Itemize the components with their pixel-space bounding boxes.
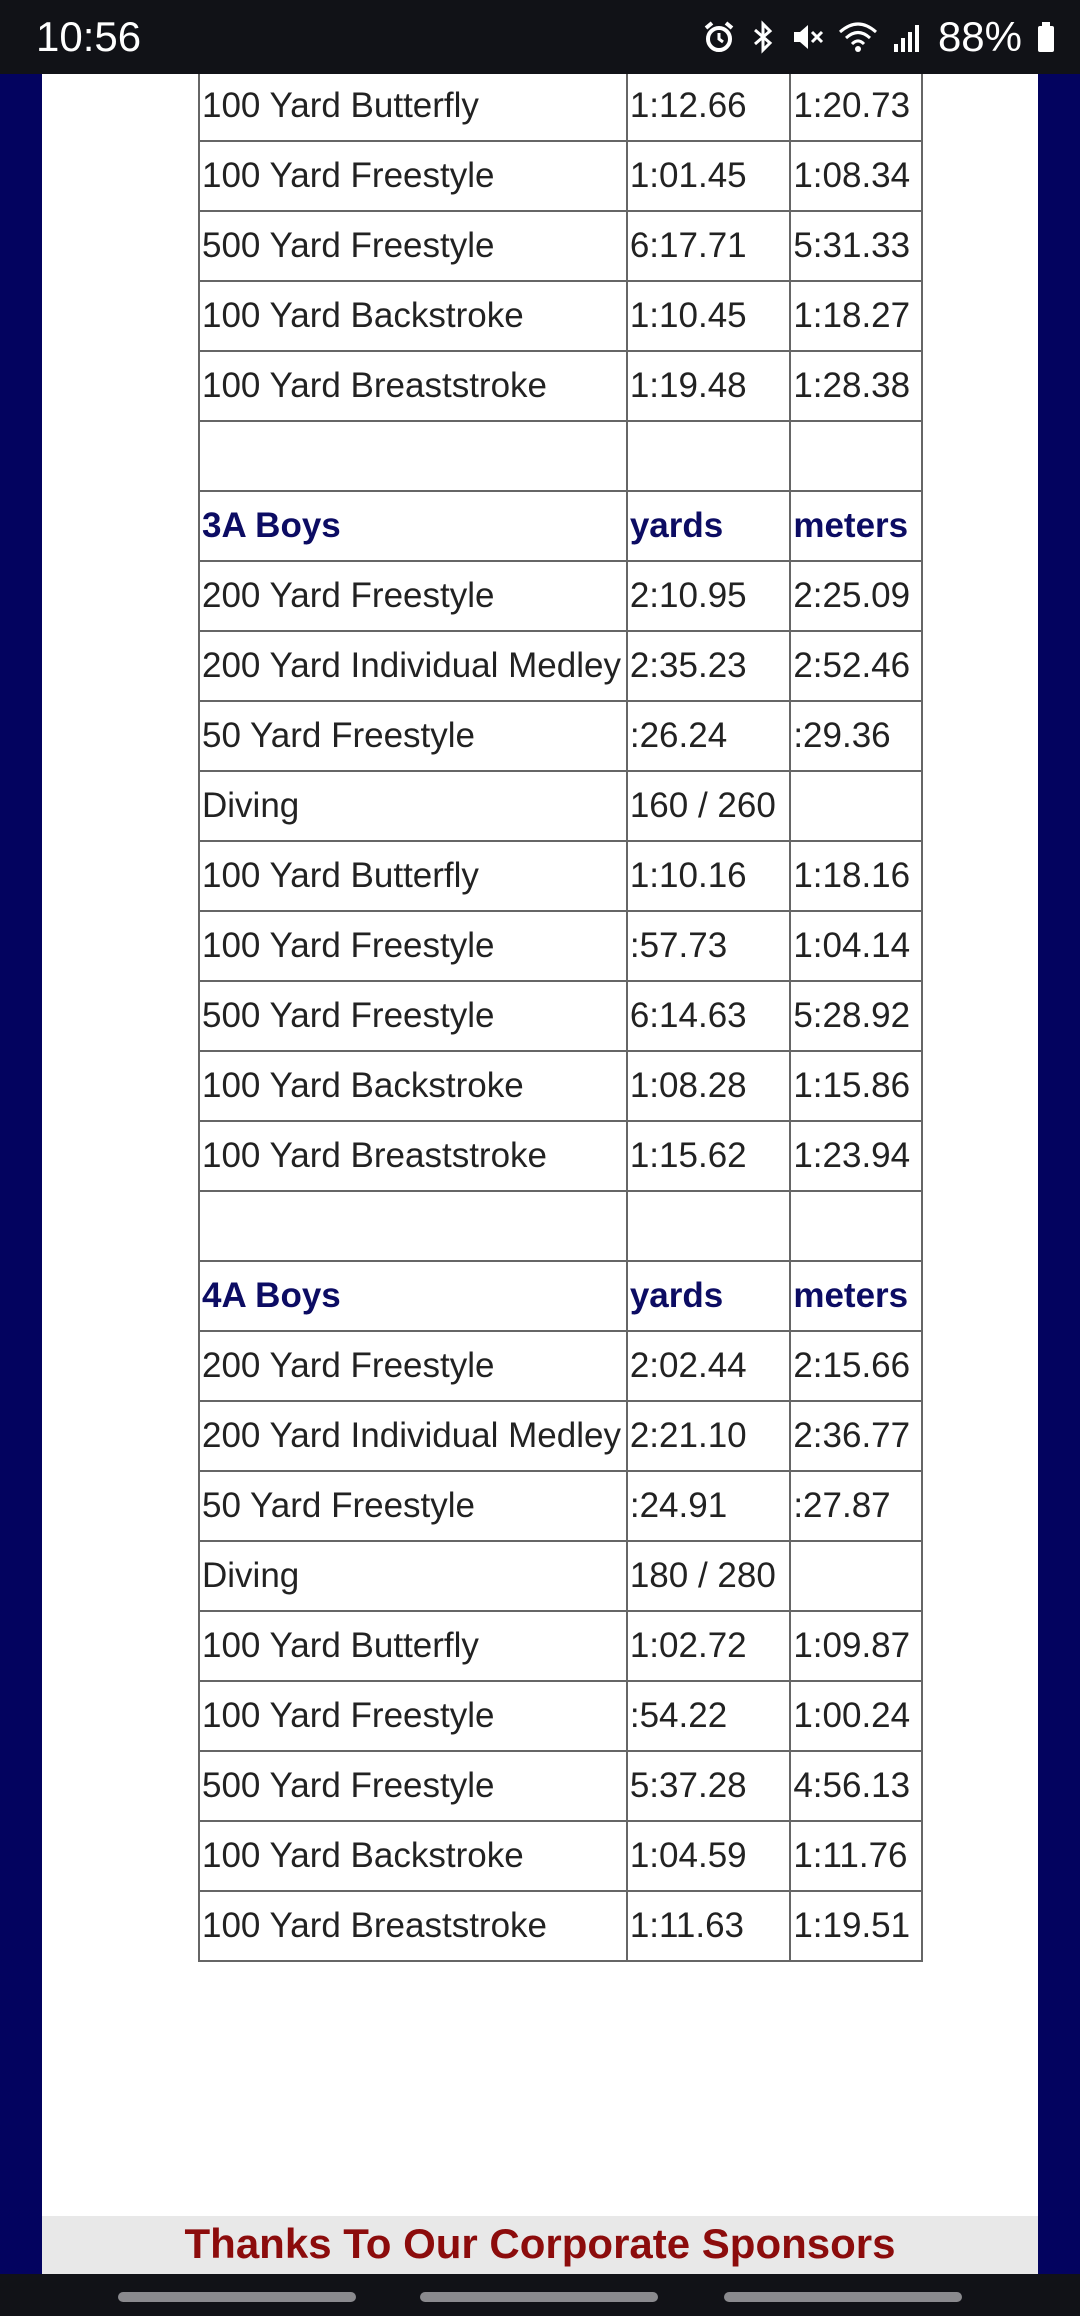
meters-time: 2:15.66: [790, 1331, 922, 1401]
table-row: [199, 561, 922, 631]
event-name: 100 Yard Breaststroke: [199, 351, 627, 421]
table-row: [199, 141, 922, 211]
table-row: [199, 1471, 922, 1541]
table-row: [199, 1541, 922, 1611]
event-name: Diving: [199, 1541, 627, 1611]
spacer-cell: [199, 1191, 627, 1261]
meters-header: meters: [790, 1261, 922, 1331]
yards-time: 1:08.28: [627, 1051, 790, 1121]
yards-time: 5:37.28: [627, 1751, 790, 1821]
event-name: 500 Yard Freestyle: [199, 981, 627, 1051]
event-name: 500 Yard Freestyle: [199, 1751, 627, 1821]
event-name: Diving: [199, 771, 627, 841]
table-row: [199, 1051, 922, 1121]
status-icons: [702, 13, 1056, 61]
meters-time: 1:18.27: [790, 281, 922, 351]
wifi-icon: [838, 20, 878, 54]
table-row: [199, 631, 922, 701]
event-name: 200 Yard Freestyle: [199, 561, 627, 631]
table-row: [199, 841, 922, 911]
spacer-cell: [199, 421, 627, 491]
table-row: [199, 1751, 922, 1821]
meters-time: 1:04.14: [790, 911, 922, 981]
yards-time: 2:21.10: [627, 1401, 790, 1471]
table-row: [199, 351, 922, 421]
yards-time: 1:11.63: [627, 1891, 790, 1961]
meters-time: 1:09.87: [790, 1611, 922, 1681]
meters-time: [790, 1541, 922, 1611]
table-row: [199, 281, 922, 351]
spacer-row: [199, 1191, 922, 1261]
table-row: [199, 1821, 922, 1891]
meters-time: [790, 771, 922, 841]
yards-time: 180 / 280: [627, 1541, 790, 1611]
meters-time: 5:31.33: [790, 211, 922, 281]
qualifying-times-table: [198, 74, 923, 1962]
table-row: [199, 911, 922, 981]
table-row: [199, 981, 922, 1051]
event-name: 100 Yard Backstroke: [199, 1051, 627, 1121]
spacer-cell: [790, 421, 922, 491]
yards-time: 6:17.71: [627, 211, 790, 281]
yards-time: 160 / 260: [627, 771, 790, 841]
yards-time: :26.24: [627, 701, 790, 771]
section-header-row: [199, 1261, 922, 1331]
meters-time: 1:00.24: [790, 1681, 922, 1751]
table-row: [199, 1401, 922, 1471]
sponsor-title: Thanks To Our Corporate Sponsors: [184, 2220, 896, 2267]
event-name: 100 Yard Butterfly: [199, 841, 627, 911]
section-title: 3A Boys: [199, 491, 627, 561]
yards-time: 1:12.66: [627, 74, 790, 141]
table-row: [199, 211, 922, 281]
yards-time: 6:14.63: [627, 981, 790, 1051]
table-row: [199, 771, 922, 841]
battery-level: 88%: [937, 13, 1022, 60]
yards-time: 1:10.16: [627, 841, 790, 911]
table-row: [199, 1681, 922, 1751]
spacer-row: [199, 421, 922, 491]
battery-icon: [1036, 20, 1056, 54]
meters-time: 1:11.76: [790, 1821, 922, 1891]
meters-time: 2:52.46: [790, 631, 922, 701]
section-header-row: [199, 491, 922, 561]
meters-time: 1:18.16: [790, 841, 922, 911]
table-body: [199, 74, 922, 1961]
event-name: 100 Yard Freestyle: [199, 911, 627, 981]
nav-home-button[interactable]: [420, 2292, 658, 2302]
yards-time: 1:01.45: [627, 141, 790, 211]
section-title: 4A Boys: [199, 1261, 627, 1331]
yards-time: :24.91: [627, 1471, 790, 1541]
event-name: 100 Yard Breaststroke: [199, 1121, 627, 1191]
sponsor-banner: [42, 2216, 1038, 2274]
yards-time: 1:04.59: [627, 1821, 790, 1891]
event-name: 200 Yard Freestyle: [199, 1331, 627, 1401]
meters-time: 2:36.77: [790, 1401, 922, 1471]
spacer-cell: [627, 421, 790, 491]
table-row: [199, 74, 922, 141]
meters-time: 1:15.86: [790, 1051, 922, 1121]
table-row: [199, 1611, 922, 1681]
table-row: [199, 1331, 922, 1401]
event-name: 100 Yard Butterfly: [199, 1611, 627, 1681]
event-name: 100 Yard Freestyle: [199, 141, 627, 211]
meters-header: meters: [790, 491, 922, 561]
event-name: 100 Yard Breaststroke: [199, 1891, 627, 1961]
meters-time: 1:23.94: [790, 1121, 922, 1191]
bluetooth-icon: [750, 20, 776, 54]
event-name: 100 Yard Butterfly: [199, 74, 627, 141]
meters-time: 2:25.09: [790, 561, 922, 631]
meters-time: 1:19.51: [790, 1891, 922, 1961]
status-bar: [0, 0, 1080, 74]
spacer-cell: [790, 1191, 922, 1261]
table-row: [199, 701, 922, 771]
spacer-cell: [627, 1191, 790, 1261]
event-name: 100 Yard Backstroke: [199, 281, 627, 351]
nav-back-button[interactable]: [724, 2292, 962, 2302]
nav-recent-apps-button[interactable]: [118, 2292, 356, 2302]
yards-time: 1:15.62: [627, 1121, 790, 1191]
yards-time: 1:02.72: [627, 1611, 790, 1681]
yards-time: 1:10.45: [627, 281, 790, 351]
meters-time: 1:20.73: [790, 74, 922, 141]
meters-time: :29.36: [790, 701, 922, 771]
event-name: 100 Yard Freestyle: [199, 1681, 627, 1751]
table-row: [199, 1891, 922, 1961]
event-name: 200 Yard Individual Medley: [199, 631, 627, 701]
yards-time: :57.73: [627, 911, 790, 981]
alarm-icon: [702, 20, 736, 54]
yards-time: 1:19.48: [627, 351, 790, 421]
status-time: 10:56: [36, 13, 142, 60]
event-name: 50 Yard Freestyle: [199, 701, 627, 771]
mute-icon: [790, 20, 824, 54]
yards-time: :54.22: [627, 1681, 790, 1751]
event-name: 100 Yard Backstroke: [199, 1821, 627, 1891]
yards-header: yards: [627, 491, 790, 561]
meters-time: 1:28.38: [790, 351, 922, 421]
page-content: [42, 74, 1038, 2216]
table-row: [199, 1121, 922, 1191]
meters-time: 5:28.92: [790, 981, 922, 1051]
meters-time: :27.87: [790, 1471, 922, 1541]
event-name: 500 Yard Freestyle: [199, 211, 627, 281]
yards-time: 2:35.23: [627, 631, 790, 701]
event-name: 200 Yard Individual Medley: [199, 1401, 627, 1471]
yards-header: yards: [627, 1261, 790, 1331]
navigation-bar: [0, 2274, 1080, 2316]
meters-time: 1:08.34: [790, 141, 922, 211]
signal-icon: [892, 20, 924, 54]
meters-time: 4:56.13: [790, 1751, 922, 1821]
yards-time: 2:02.44: [627, 1331, 790, 1401]
event-name: 50 Yard Freestyle: [199, 1471, 627, 1541]
yards-time: 2:10.95: [627, 561, 790, 631]
